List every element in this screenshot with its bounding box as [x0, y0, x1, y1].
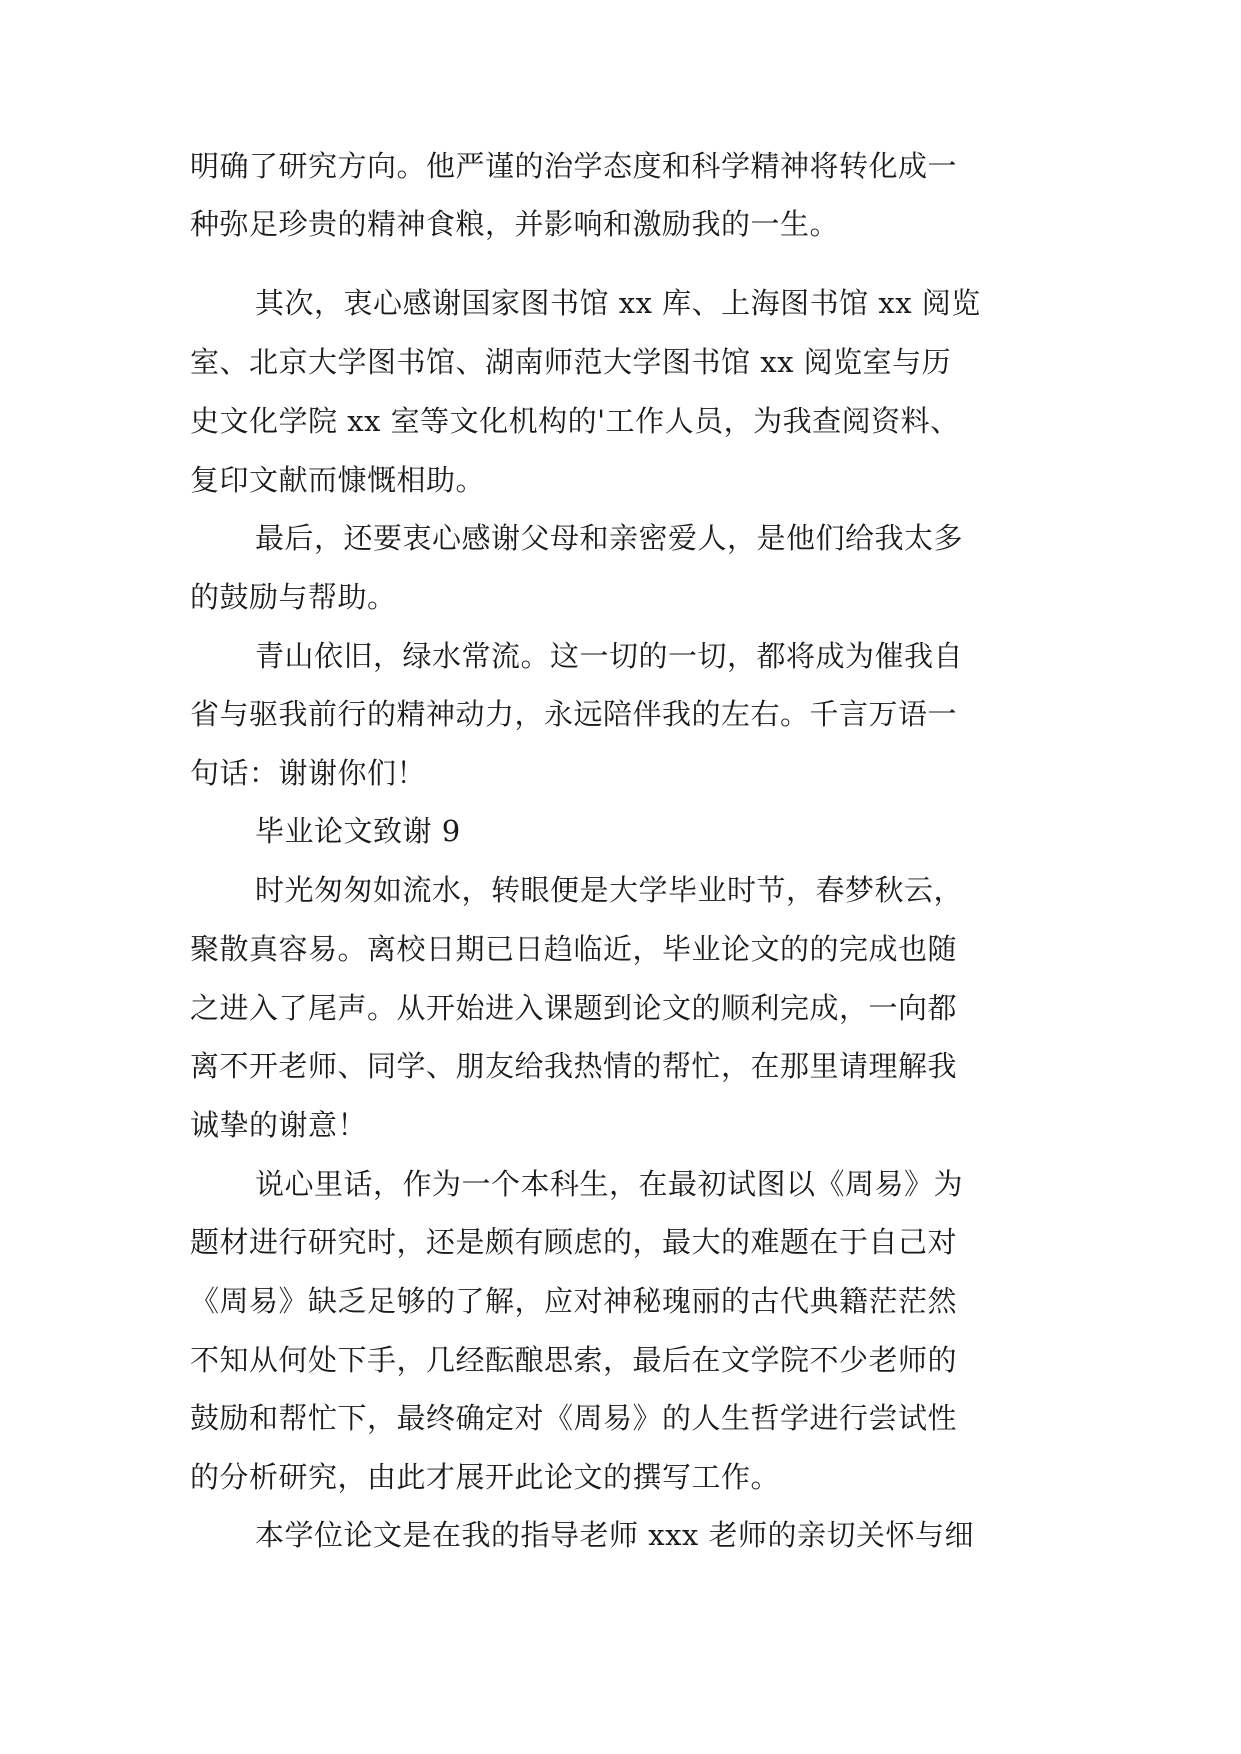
text-line: 最后，还要衷心感谢父母和亲密爱人，是他们给我太多 — [255, 521, 964, 555]
text-line: 史文化学院 xx 室等文化机构的'工作人员，为我查阅资料、 — [190, 404, 960, 438]
text-line: 句话：谢谢你们！ — [190, 756, 427, 790]
text-line: 复印文献而慷慨相助。 — [190, 463, 486, 497]
text-line: 室、北京大学图书馆、湖南师范大学图书馆 xx 阅览室与历 — [190, 345, 952, 379]
section-heading: 毕业论文致谢 9 — [255, 814, 461, 848]
text-line: 《周易》缺乏足够的了解，应对神秘瑰丽的古代典籍茫茫然 — [190, 1284, 958, 1318]
text-line: 时光匆匆如流水，转眼便是大学毕业时节，春梦秋云， — [255, 873, 964, 907]
text-line: 鼓励和帮忙下，最终确定对《周易》的人生哲学进行尝试性 — [190, 1401, 958, 1435]
text-line: 不知从何处下手，几经酝酿思索，最后在文学院不少老师的 — [190, 1343, 958, 1377]
text-line: 之进入了尾声。从开始进入课题到论文的顺利完成，一向都 — [190, 991, 958, 1025]
text-line: 明确了研究方向。他严谨的治学态度和科学精神将转化成一 — [190, 149, 958, 183]
text-line: 题材进行研究时，还是颇有顾虑的，最大的难题在于自己对 — [190, 1225, 958, 1259]
text-line: 的鼓励与帮助。 — [190, 580, 397, 614]
text-line: 其次，衷心感谢国家图书馆 xx 库、上海图书馆 xx 阅览 — [255, 286, 981, 320]
text-line: 聚散真容易。离校日期已日趋临近，毕业论文的的完成也随 — [190, 932, 958, 966]
text-line: 的分析研究，由此才展开此论文的撰写工作。 — [190, 1460, 781, 1494]
text-line: 青山依旧，绿水常流。这一切的一切，都将成为催我自 — [255, 639, 964, 673]
text-line: 离不开老师、同学、朋友给我热情的帮忙，在那里请理解我 — [190, 1049, 958, 1083]
text-line: 种弥足珍贵的精神食粮，并影响和激励我的一生。 — [190, 207, 840, 241]
text-line: 说心里话，作为一个本科生，在最初试图以《周易》为 — [255, 1167, 964, 1201]
text-line: 本学位论文是在我的指导老师 xxx 老师的亲切关怀与细 — [255, 1518, 975, 1552]
text-line: 诚挚的谢意！ — [190, 1108, 368, 1142]
text-line: 省与驱我前行的精神动力，永远陪伴我的左右。千言万语一 — [190, 697, 958, 731]
